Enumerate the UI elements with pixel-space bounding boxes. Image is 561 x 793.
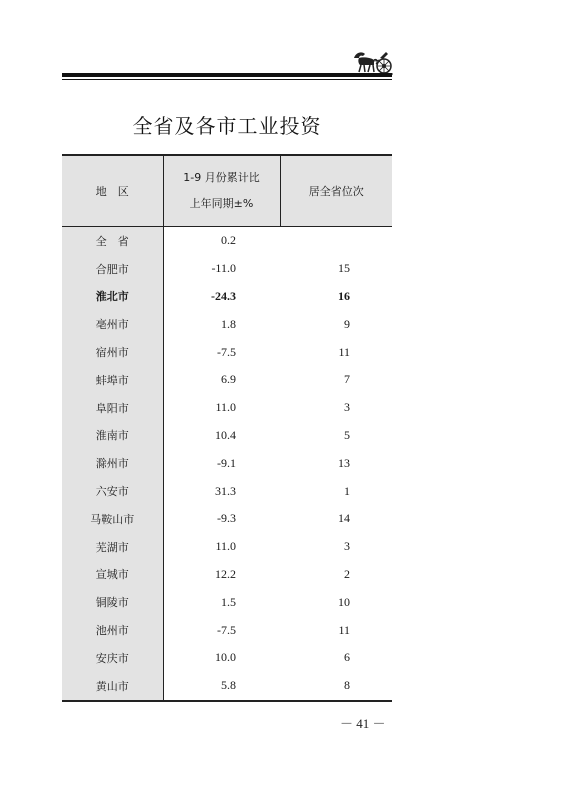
cell-change: 31.3 bbox=[215, 483, 236, 498]
cell-region: 黄山市 bbox=[62, 672, 163, 701]
cell-region: 亳州市 bbox=[62, 310, 163, 338]
table-row bbox=[62, 338, 392, 366]
header-change-line2: 上年同期±% bbox=[189, 197, 254, 210]
cell-rank: 11 bbox=[338, 622, 350, 637]
cell-change: -7.5 bbox=[217, 622, 236, 637]
header-rule-thick bbox=[62, 73, 392, 77]
cell-region: 六安市 bbox=[62, 477, 163, 505]
cell-rank: 1 bbox=[344, 483, 350, 498]
cell-rank: 14 bbox=[338, 511, 350, 526]
table-row bbox=[62, 366, 392, 394]
cell-change: 5.8 bbox=[163, 672, 280, 701]
cell-region: 全 省 bbox=[62, 227, 163, 255]
cell-rank: 6 bbox=[344, 650, 350, 665]
table-row bbox=[62, 616, 392, 644]
header-change-line1: 1-9 月份累计比 bbox=[183, 171, 260, 184]
cell-change: 11.0 bbox=[215, 400, 236, 415]
table-row bbox=[62, 533, 392, 561]
table-row bbox=[62, 477, 392, 505]
table-row bbox=[62, 283, 392, 311]
cell-region: 淮南市 bbox=[62, 422, 163, 450]
header-change bbox=[163, 155, 280, 227]
cell-change: 12.2 bbox=[215, 566, 236, 581]
cell-region: 铜陵市 bbox=[62, 588, 163, 616]
cell-rank: 11 bbox=[338, 344, 350, 359]
cell-change: -7.5 bbox=[217, 344, 236, 359]
cell-region: 芜湖市 bbox=[62, 533, 163, 561]
cell-rank: 9 bbox=[344, 316, 350, 331]
cell-rank: 2 bbox=[344, 566, 350, 581]
table-row bbox=[62, 588, 392, 616]
cell-change: 0.2 bbox=[221, 233, 236, 248]
cell-rank: 5 bbox=[344, 427, 350, 442]
table-row bbox=[62, 255, 392, 283]
table-header-row bbox=[62, 155, 392, 227]
table-row bbox=[62, 422, 392, 450]
cell-region: 宿州市 bbox=[62, 338, 163, 366]
page-title: 全省及各市工业投资 bbox=[132, 114, 322, 138]
cell-rank: 3 bbox=[344, 400, 350, 415]
table-row bbox=[62, 644, 392, 672]
cell-rank bbox=[280, 227, 392, 255]
cell-rank: 8 bbox=[280, 672, 392, 701]
cell-change: -24.3 bbox=[211, 288, 236, 303]
horse-chariot-logo-icon bbox=[350, 48, 394, 76]
cell-region: 合肥市 bbox=[62, 255, 163, 283]
cell-rank: 7 bbox=[344, 372, 350, 387]
cell-rank: 13 bbox=[338, 455, 350, 470]
cell-region: 马鞍山市 bbox=[62, 505, 163, 533]
cell-region: 池州市 bbox=[62, 616, 163, 644]
table-row bbox=[62, 227, 392, 255]
cell-change: -9.3 bbox=[217, 511, 236, 526]
cell-change: 1.8 bbox=[221, 316, 236, 331]
cell-change: 10.4 bbox=[215, 427, 236, 442]
header-rank: 居全省位次 bbox=[280, 155, 392, 227]
table-row bbox=[62, 310, 392, 338]
page-number: － 41 － bbox=[340, 716, 386, 731]
cell-change: 10.0 bbox=[215, 650, 236, 665]
investment-table bbox=[62, 154, 392, 702]
table-body bbox=[62, 227, 392, 701]
cell-rank: 15 bbox=[338, 261, 350, 276]
cell-change: 11.0 bbox=[215, 539, 236, 554]
cell-change: 6.9 bbox=[221, 372, 236, 387]
table-row bbox=[62, 394, 392, 422]
table-row bbox=[62, 672, 392, 701]
cell-region: 阜阳市 bbox=[62, 394, 163, 422]
cell-region: 安庆市 bbox=[62, 644, 163, 672]
table-row bbox=[62, 449, 392, 477]
cell-region: 滁州市 bbox=[62, 449, 163, 477]
cell-rank: 16 bbox=[338, 288, 350, 303]
cell-change: -9.1 bbox=[217, 455, 236, 470]
header-region: 地 区 bbox=[62, 155, 163, 227]
cell-change: -11.0 bbox=[211, 261, 236, 276]
cell-region: 宣城市 bbox=[62, 561, 163, 589]
header-rule-thin bbox=[62, 79, 392, 80]
cell-rank: 10 bbox=[338, 594, 350, 609]
cell-rank: 3 bbox=[344, 539, 350, 554]
cell-change: 1.5 bbox=[221, 594, 236, 609]
cell-region: 蚌埠市 bbox=[62, 366, 163, 394]
cell-region: 淮北市 bbox=[62, 283, 163, 311]
investment-table-container bbox=[62, 154, 392, 702]
table-row bbox=[62, 561, 392, 589]
table-row bbox=[62, 505, 392, 533]
